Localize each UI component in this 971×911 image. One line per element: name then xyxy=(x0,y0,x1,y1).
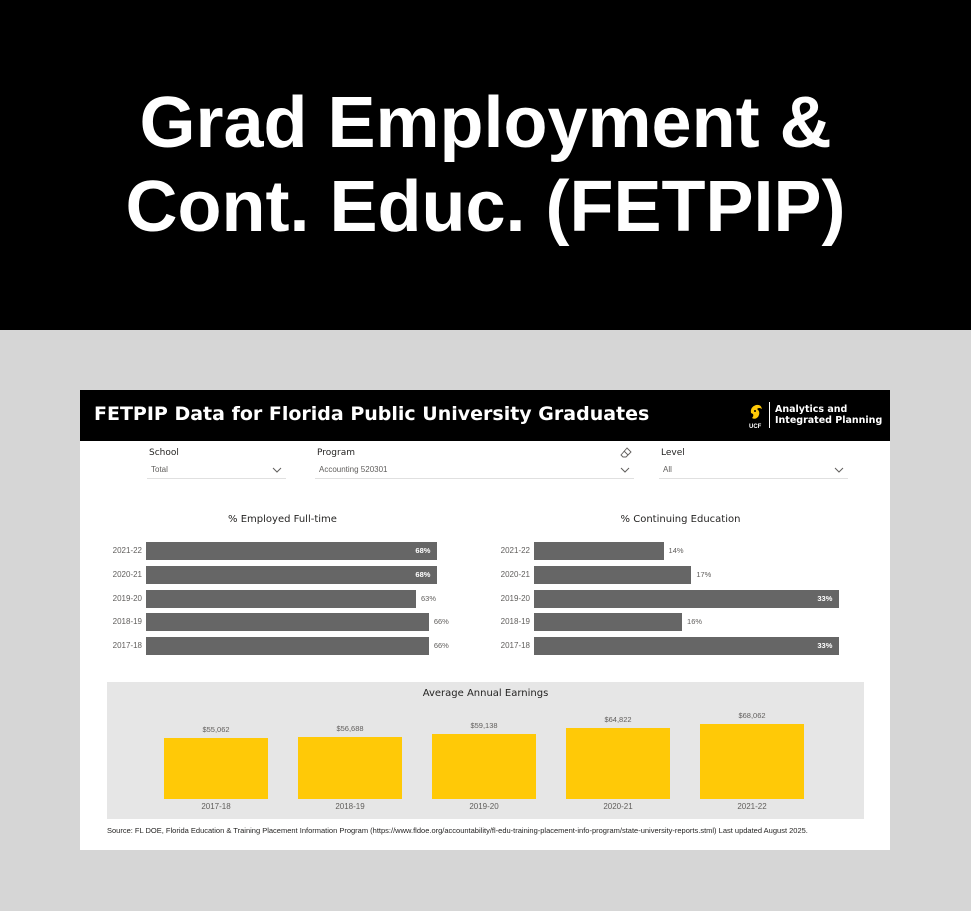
logo-mark-text: UCF xyxy=(749,424,762,430)
earnings-value-label: $64,822 xyxy=(604,714,632,724)
data-label: 68% xyxy=(415,569,431,579)
y-axis-label: 2020-21 xyxy=(112,569,142,579)
program-dropdown-value: Accounting 520301 xyxy=(319,465,388,474)
bar[interactable] xyxy=(534,566,691,584)
page-banner xyxy=(0,0,971,330)
logo-name-line-2: Integrated Planning xyxy=(775,415,883,426)
level-dropdown-value: All xyxy=(663,465,672,474)
logo-divider xyxy=(769,402,770,428)
x-axis-label: 2017-18 xyxy=(201,802,231,811)
data-label: 33% xyxy=(817,641,833,651)
continuing-chart xyxy=(468,540,848,660)
eraser-icon[interactable] xyxy=(620,447,632,459)
x-axis-label: 2021-22 xyxy=(737,802,767,811)
program-filter-label: Program xyxy=(317,448,355,458)
bar[interactable] xyxy=(146,542,437,560)
earnings-bar[interactable] xyxy=(298,737,402,799)
bar[interactable] xyxy=(146,566,437,584)
y-axis-label: 2018-19 xyxy=(112,617,142,627)
earnings-value-label: $55,062 xyxy=(202,725,230,735)
logo-name-line-1: Analytics and xyxy=(775,404,848,415)
earnings-chart xyxy=(107,682,864,819)
earnings-value-label: $68,062 xyxy=(738,711,766,720)
earnings-bar[interactable] xyxy=(700,724,804,799)
bar[interactable] xyxy=(534,542,664,560)
data-label: 66% xyxy=(433,617,449,627)
data-label: 33% xyxy=(817,593,833,603)
y-axis-label: 2017-18 xyxy=(500,641,530,651)
school-dropdown[interactable] xyxy=(147,462,286,479)
y-axis-label: 2017-18 xyxy=(112,641,142,651)
bar[interactable] xyxy=(146,590,416,608)
chevron-down-icon xyxy=(834,467,844,474)
data-label: 14% xyxy=(668,546,684,555)
bar[interactable] xyxy=(146,613,429,631)
data-label: 17% xyxy=(696,569,712,579)
report-title: FETPIP Data for Florida Public University Graduates xyxy=(94,403,650,425)
x-axis-label: 2018-19 xyxy=(335,802,365,811)
report-screenshot xyxy=(80,390,890,850)
earnings-bar[interactable] xyxy=(164,738,268,799)
earnings-bar[interactable] xyxy=(566,728,670,799)
y-axis-label: 2019-20 xyxy=(500,593,530,603)
x-axis-label: 2019-20 xyxy=(469,802,499,811)
bar[interactable] xyxy=(534,637,839,655)
program-dropdown[interactable] xyxy=(315,462,634,479)
school-filter-label: School xyxy=(149,448,179,458)
bar[interactable] xyxy=(534,590,839,608)
employed-chart xyxy=(80,540,460,660)
chevron-down-icon xyxy=(620,467,630,474)
level-dropdown[interactable] xyxy=(659,462,848,479)
banner-title-line-2: Cont. Educ. (FETPIP) xyxy=(125,167,846,247)
y-axis-label: 2021-22 xyxy=(500,546,530,555)
y-axis-label: 2020-21 xyxy=(500,569,530,579)
earnings-chart-title: Average Annual Earnings xyxy=(422,688,549,699)
earnings-value-label: $56,688 xyxy=(336,723,364,733)
y-axis-label: 2018-19 xyxy=(500,617,530,627)
x-axis-label: 2020-21 xyxy=(603,802,633,811)
continuing-chart-title: % Continuing Education xyxy=(620,514,741,525)
earnings-bar[interactable] xyxy=(432,734,536,799)
employed-chart-title: % Employed Full-time xyxy=(228,514,337,525)
y-axis-label: 2019-20 xyxy=(112,593,142,603)
y-axis-label: 2021-22 xyxy=(112,546,142,555)
data-label: 68% xyxy=(415,546,431,555)
data-label: 63% xyxy=(421,593,437,603)
logo-name xyxy=(775,404,882,426)
report-header xyxy=(80,390,890,441)
source-note: Source: FL DOE, Florida Education & Training Placement Information Program (https://www.fldoe.org/accountability/fl-edu-training-placement-info-program/state-university-reports.stml) Last updated August 2025. xyxy=(107,826,808,835)
banner-title-line-1: Grad Employment & xyxy=(139,83,832,163)
data-label: 66% xyxy=(433,641,449,651)
pegasus-logo-icon xyxy=(748,403,764,425)
bar[interactable] xyxy=(146,637,429,655)
level-filter-label: Level xyxy=(661,448,685,458)
earnings-value-label: $59,138 xyxy=(470,720,498,730)
data-label: 16% xyxy=(687,617,703,627)
chevron-down-icon xyxy=(272,467,282,474)
bar[interactable] xyxy=(534,613,682,631)
school-dropdown-value: Total xyxy=(151,465,168,474)
